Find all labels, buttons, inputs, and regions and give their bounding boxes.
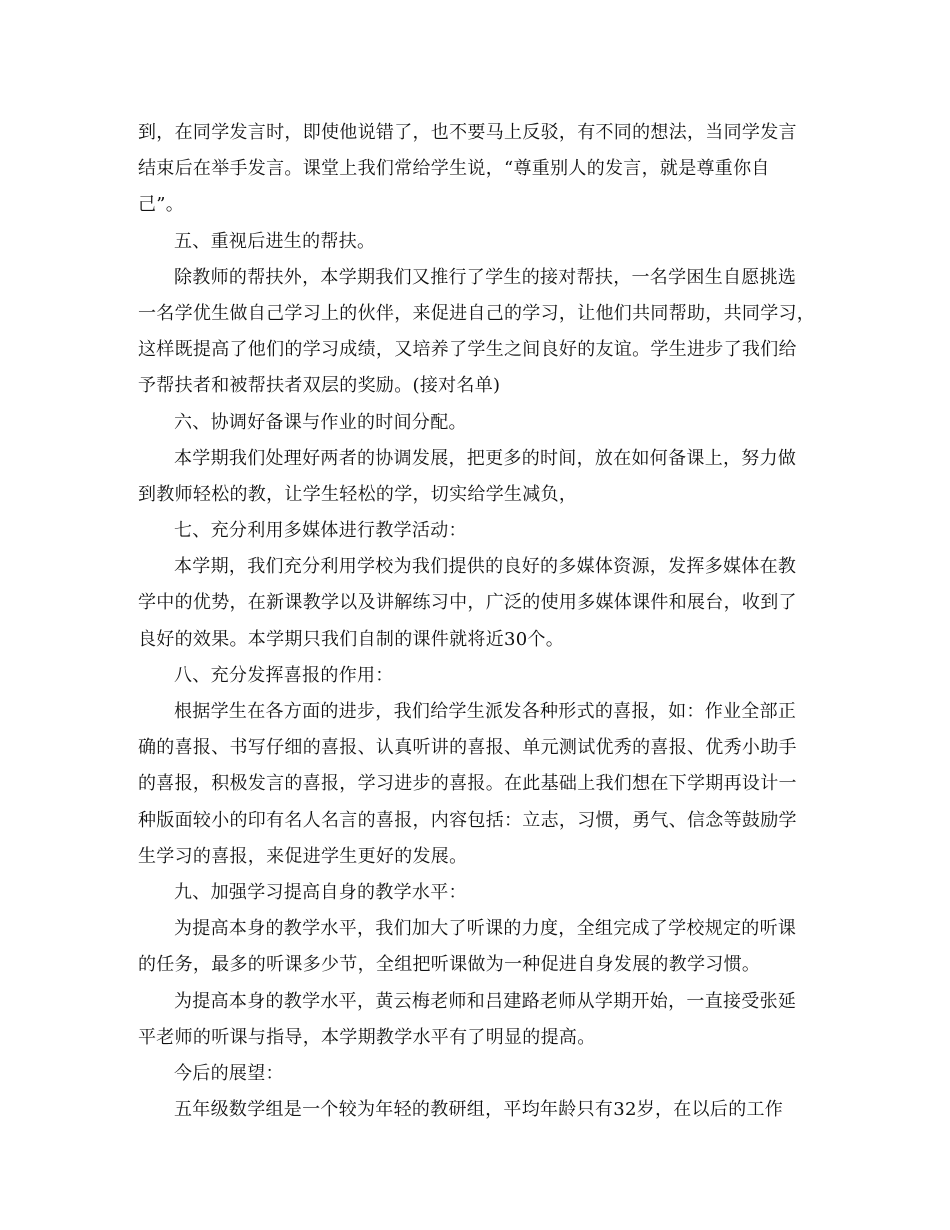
section-heading: 今后的展望： [174,1062,284,1084]
paragraph-line: 除教师的帮扶外，本学期我们又推行了学生的接对帮扶，一名学困生自愿挑选 [174,266,797,288]
paragraph-line: 根据学生在各方面的进步，我们给学生派发各种形式的喜报，如：作业全部正 [174,701,797,722]
paragraph-line: 一名学优生做自己学习上的伙伴，来促进自己的学习，让他们共同帮助，共同学习， [138,302,816,324]
paragraph-line: 为提高本身的教学水平，我们加大了听课的力度，全组完成了学校规定的听课 [174,918,797,940]
paragraph-line: 生学习的喜报，来促进学生更好的发展。 [138,845,468,867]
paragraph-line: 种版面较小的印有名人名言的喜报，内容包括：立志，习惯，勇气、信念等鼓励学 [138,809,797,831]
paragraph-line: 为提高本身的教学水平，黄云梅老师和吕建路老师从学期开始，一直接受张延 [174,990,797,1012]
section-heading: 七、充分利用多媒体进行教学活动： [174,520,467,542]
paragraph-line: 己”。 [138,194,185,216]
section-heading: 八、充分发挥喜报的作用： [174,664,394,686]
section-heading: 九、加强学习提高自身的教学水平： [174,881,467,903]
section-heading: 六、协调好备课与作业的时间分配。 [174,411,467,433]
paragraph-line: 的任务，最多的听课多少节，全组把听课做为一种促进自身发展的教学习惯。 [138,954,761,976]
section-heading: 五、重视后进生的帮扶。 [174,230,376,252]
paragraph-line: 到教师轻松的教，让学生轻松的学，切实给学生减负， [138,483,578,505]
paragraph-line: 平老师的听课与指导，本学期教学水平有了明显的提高。 [138,1026,596,1048]
paragraph-line: 这样既提高了他们的学习成绩，又培养了学生之间良好的友谊。学生进步了我们给 [138,339,797,361]
paragraph-line: 良好的效果。本学期只我们自制的课件就将近30个。 [138,628,565,650]
paragraph-line: 到，在同学发言时，即使他说错了，也不要马上反驳，有不同的想法，当同学发言 [138,122,797,143]
paragraph-line: 五年级数学组是一个较为年轻的教研组，平均年龄只有32岁，在以后的工作 [174,1099,784,1121]
paragraph-line: 结束后在举手发言。课堂上我们常给学生说，“尊重别人的发言，就是尊重你自 [138,158,770,180]
paragraph-line: 的喜报，积极发言的喜报，学习进步的喜报。在此基础上我们想在下学期再设计一 [138,773,797,795]
paragraph-line: 予帮扶者和被帮扶者双层的奖励。(接对名单) [138,375,501,397]
paragraph-line: 学中的优势，在新课教学以及讲解练习中，广泛的使用多媒体课件和展台，收到了 [138,592,797,614]
paragraph-line: 确的喜报、书写仔细的喜报、认真听讲的喜报、单元测试优秀的喜报、优秀小助手 [138,737,797,759]
document-body [138,115,816,1128]
paragraph-line: 本学期，我们充分利用学校为我们提供的良好的多媒体资源，发挥多媒体在教 [174,556,797,578]
paragraph-line: 本学期我们处理好两者的协调发展，把更多的时间，放在如何备课上，努力做 [174,447,797,469]
